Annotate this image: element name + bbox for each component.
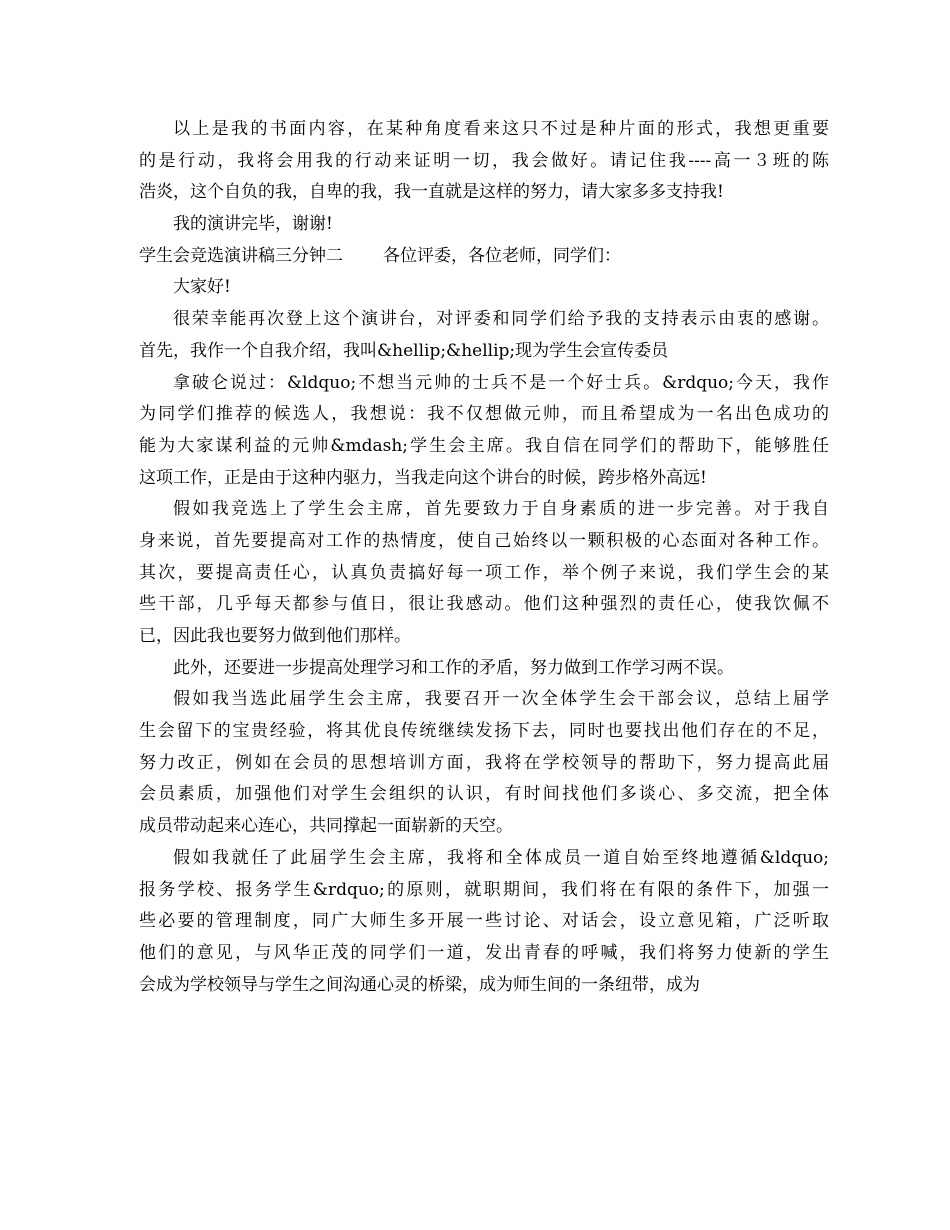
text-line: 以上是我的书面内容，在某种角度看来这只不过是种片面的形式，我想更重要: [173, 119, 829, 139]
text-line: 其次，要提高责任心，认真负责搞好每一项工作，举个例子来说，我们学生会的某: [139, 562, 829, 583]
text-line: 为同学们推荐的候选人，我想说：我不仅想做元帅，而且希望成为一名出色成功的: [139, 404, 829, 425]
text-line: 生会留下的宝贵经验，将其优良传统继续发扬下去，同时也要找出他们存在的不足，: [139, 721, 829, 742]
text-line: 些必要的管理制度，同广大师生多开展一些讨论、对话会，设立意见箱，广泛听取: [139, 911, 829, 932]
text-line: 假如我竞选上了学生会主席，首先要致力于自身素质的进一步完善。对于我自: [173, 499, 829, 520]
section-heading-line: [139, 241, 829, 273]
section-heading: 学生会竞选演讲稿三分钟二: [139, 245, 343, 266]
text-line: 大家好!: [173, 277, 231, 298]
text-line: 假如我当选此届学生会主席，我要召开一次全体学生会干部会议，总结上届学: [173, 689, 829, 710]
text-line: 拿破仑说过：&ldquo;不想当元帅的士兵不是一个好士兵。&rdquo;今天，我作: [173, 372, 829, 393]
text-line: 报务学校、报务学生&rdquo;的原则，就职期间，我们将在有限的条件下，加强一: [139, 879, 829, 900]
text-line: 的是行动，我将会用我的行动来证明一切，我会做好。请记住我----高一３班的陈: [139, 150, 829, 171]
document-body: [139, 114, 829, 1001]
text-line: 我的演讲完毕，谢谢!: [173, 214, 333, 235]
text-line: 成员带动起来心连心，共同撑起一面崭新的天空。: [139, 816, 513, 837]
salutation: 各位评委，各位老师，同学们：: [383, 245, 621, 266]
text-line: 假如我就任了此届学生会主席，我将和全体成员一道自始至终地遵循&ldquo;: [173, 847, 829, 868]
text-line: 首先，我作一个自我介绍，我叫&hellip;&hellip;现为学生会宣传委员: [139, 340, 669, 361]
text-line: 些干部，几乎每天都参与值日，很让我感动。他们这种强烈的责任心，使我饮佩不: [139, 594, 829, 615]
text-line: 此外，还要进一步提高处理学习和工作的矛盾，努力做到工作学习两不误。: [173, 657, 734, 678]
text-line: 这项工作，正是由于这种内驱力，当我走向这个讲台的时候，跨步格外高远!: [139, 467, 707, 488]
text-line: 已，因此我也要努力做到他们那样。: [139, 626, 411, 646]
text-line: 会员素质，加强他们对学生会组织的认识，有时间找他们多谈心、多交流，把全体: [139, 784, 829, 805]
text-line: 身来说，首先要提高对工作的热情度，使自己始终以一颗积极的心态面对各种工作。: [139, 530, 829, 551]
text-line: 会成为学校领导与学生之间沟通心灵的桥梁，成为师生间的一条纽带，成为: [139, 974, 700, 995]
text-line: 能为大家谋利益的元帅&mdash;学生会主席。我自信在同学们的帮助下，能够胜任: [139, 435, 829, 456]
text-line: 努力改正，例如在会员的思想培训方面，我将在学校领导的帮助下，努力提高此届: [139, 752, 829, 773]
text-line: 他们的意见，与风华正茂的同学们一道，发出青春的呼喊，我们将努力使新的学生: [139, 942, 829, 963]
text-line: 浩炎，这个自负的我，自卑的我，我一直就是这样的努力，请大家多多支持我!: [139, 182, 724, 203]
text-line: 很荣幸能再次登上这个演讲台，对评委和同学们给予我的支持表示由衷的感谢。: [173, 309, 829, 330]
